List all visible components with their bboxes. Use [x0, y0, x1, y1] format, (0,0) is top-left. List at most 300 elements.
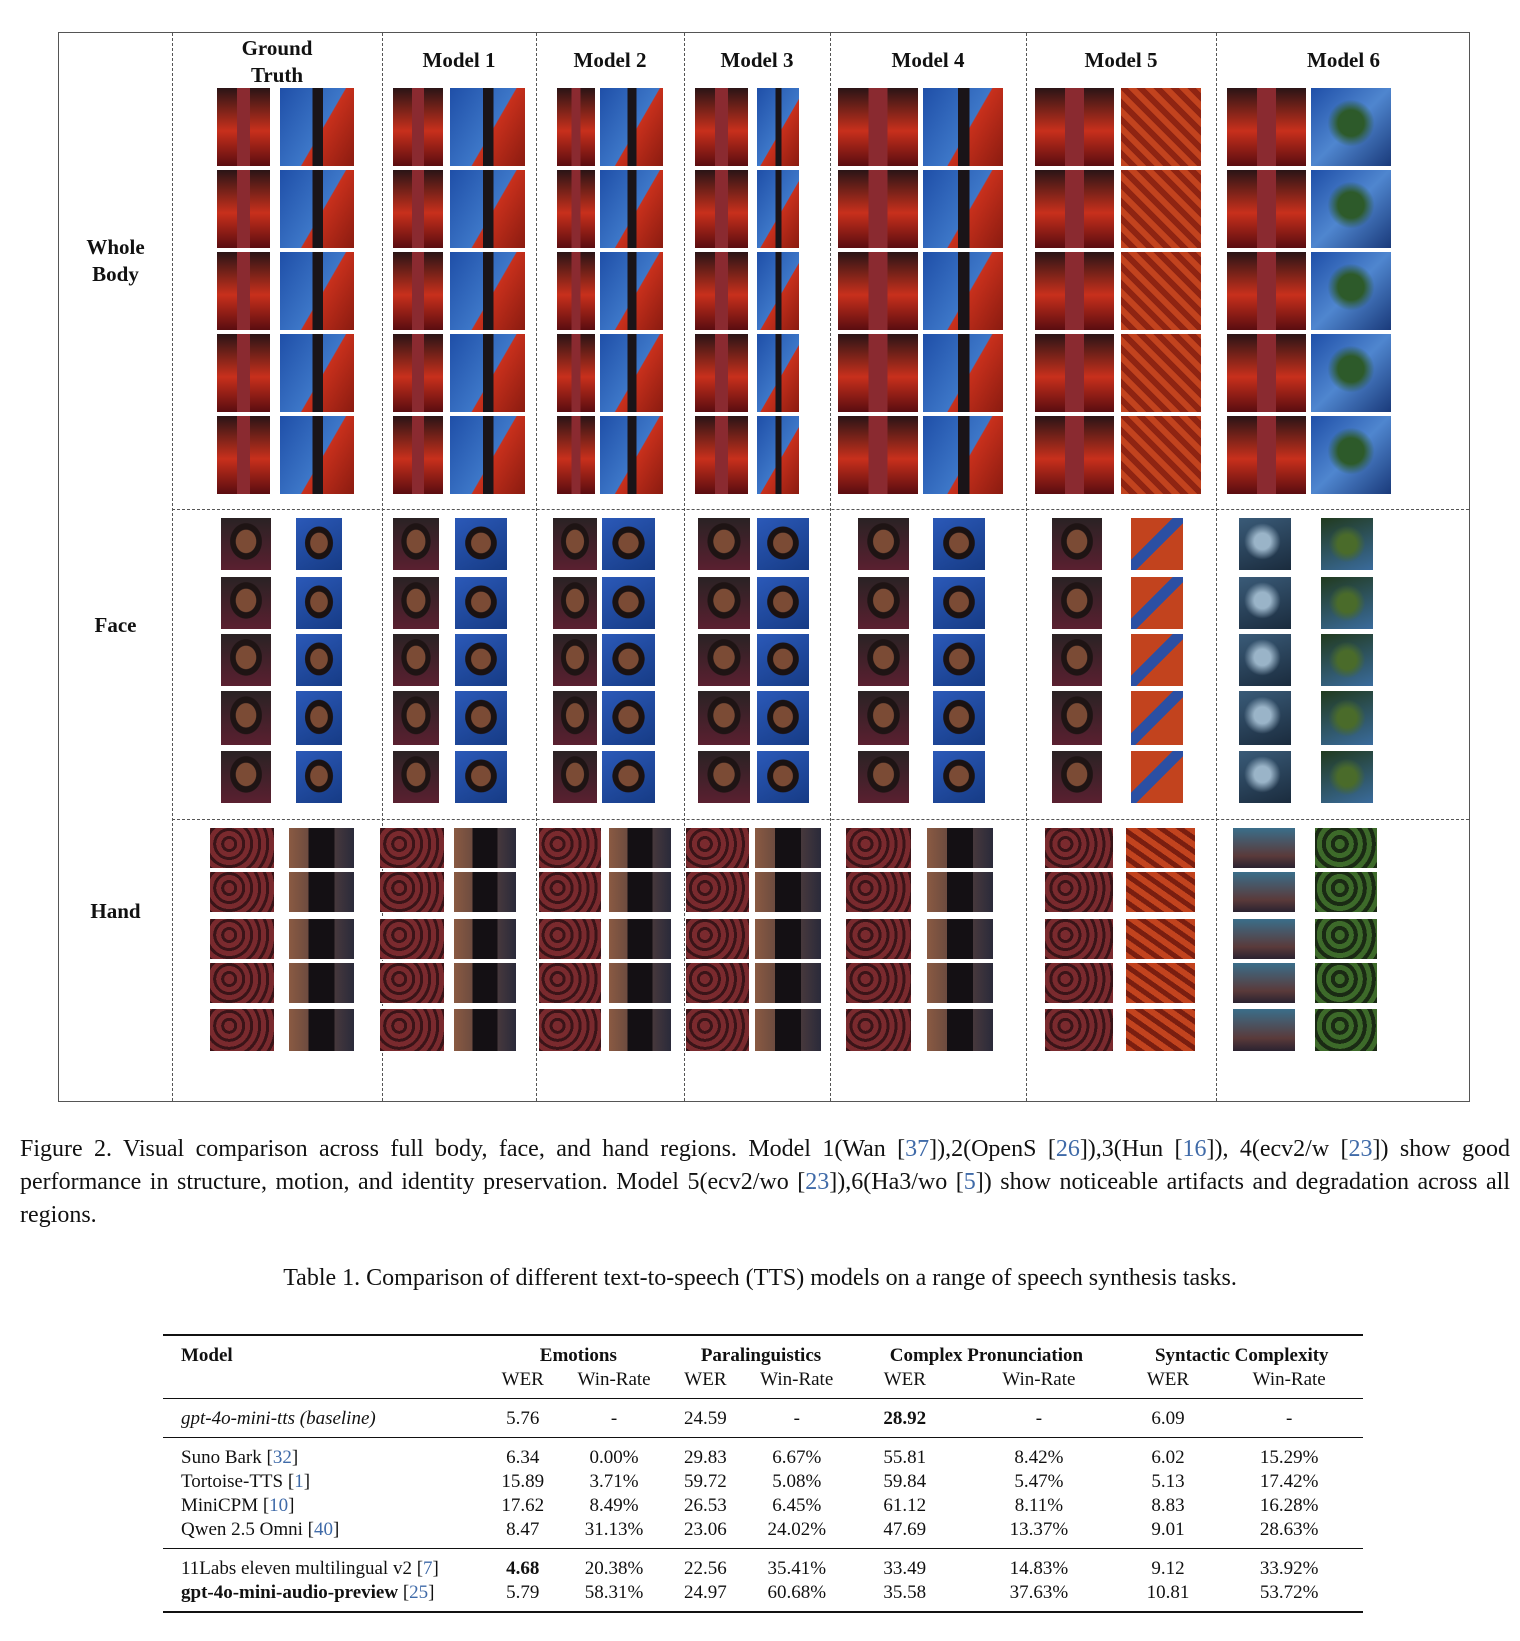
video-frame-thumbnail	[1314, 1008, 1378, 1052]
model-name: gpt-4o-mini-tts (baseline)	[181, 1408, 376, 1429]
table-row	[163, 1399, 1363, 1438]
video-frame-thumbnail	[1044, 962, 1114, 1004]
video-frame-thumbnail	[1120, 251, 1202, 331]
video-frame-thumbnail	[599, 87, 664, 167]
video-frame-thumbnail	[279, 169, 355, 249]
value-cell: 35.41%	[741, 1549, 852, 1582]
video-frame-thumbnail	[216, 169, 271, 249]
video-frame-thumbnail	[857, 633, 910, 687]
video-frame-thumbnail	[392, 633, 440, 687]
video-frame-thumbnail	[922, 169, 1004, 249]
video-frame-thumbnail	[756, 690, 810, 746]
value-cell: 59.72	[684, 1471, 727, 1492]
video-frame-thumbnail	[392, 750, 440, 804]
video-frame-thumbnail	[599, 169, 664, 249]
video-frame-thumbnail	[1130, 517, 1184, 571]
video-frame-thumbnail	[216, 87, 271, 167]
video-frame-thumbnail	[608, 827, 672, 869]
value-cell: -	[957, 1399, 1120, 1438]
group-header: Paralinguistics	[670, 1335, 853, 1368]
row-header-line: Body	[92, 262, 139, 286]
video-frame-thumbnail	[279, 333, 355, 413]
value-cell: 55.81	[852, 1438, 957, 1471]
video-frame-thumbnail	[209, 871, 275, 913]
metric-header: Win-Rate	[577, 1369, 651, 1390]
video-frame-thumbnail	[1226, 333, 1307, 413]
column-header-line: Model 3	[720, 48, 794, 72]
video-frame-thumbnail	[1310, 169, 1392, 249]
value-cell: 59.84	[883, 1471, 927, 1492]
video-frame-thumbnail	[926, 962, 994, 1004]
video-frame-thumbnail	[837, 87, 919, 167]
video-frame-thumbnail	[601, 576, 656, 630]
video-frame-thumbnail	[392, 333, 444, 413]
video-frame-thumbnail	[1238, 576, 1292, 630]
video-frame-thumbnail	[754, 871, 822, 913]
metric-header: Win-Rate	[1002, 1369, 1076, 1390]
video-frame-thumbnail	[552, 750, 598, 804]
video-frame-thumbnail	[379, 918, 445, 960]
column-header-line: Model 4	[891, 48, 965, 72]
video-frame-thumbnail	[552, 690, 598, 746]
video-frame-thumbnail	[216, 415, 271, 495]
video-frame-thumbnail	[601, 517, 656, 571]
value-cell: 15.29%	[1215, 1438, 1363, 1471]
citation-link[interactable]: 23	[805, 1169, 830, 1195]
value-cell: 6.67%	[741, 1438, 852, 1471]
video-frame-thumbnail	[685, 918, 750, 960]
video-frame-thumbnail	[453, 962, 517, 1004]
value-cell: 8.11%	[1014, 1495, 1064, 1516]
video-frame-thumbnail	[1226, 415, 1307, 495]
value-cell: 20.38%	[559, 1549, 670, 1582]
value-cell: 6.09	[1121, 1399, 1216, 1438]
video-frame-thumbnail	[1120, 87, 1202, 167]
video-frame-thumbnail	[1125, 827, 1196, 869]
video-frame-thumbnail	[288, 871, 355, 913]
column-header-line: Truth	[250, 63, 304, 87]
video-frame-thumbnail	[1314, 827, 1378, 869]
video-frame-thumbnail	[1238, 633, 1292, 687]
value-cell: 31.13%	[584, 1519, 644, 1540]
value-cell: 8.49%	[589, 1495, 639, 1516]
video-frame-thumbnail	[685, 962, 750, 1004]
value-cell: 33.49	[852, 1549, 957, 1582]
value-cell: 9.01	[1151, 1519, 1185, 1540]
citation-link[interactable]: 7	[423, 1558, 433, 1579]
video-frame-thumbnail	[1320, 517, 1374, 571]
video-frame-thumbnail	[599, 333, 664, 413]
model-name: 11Labs eleven multilingual v2	[181, 1558, 417, 1579]
metric-header: WER	[1146, 1369, 1190, 1390]
video-frame-thumbnail	[295, 517, 343, 571]
video-frame-thumbnail	[697, 576, 751, 630]
video-frame-thumbnail	[1314, 918, 1378, 960]
video-frame-thumbnail	[837, 169, 919, 249]
value-cell: 22.56	[670, 1549, 742, 1582]
video-frame-thumbnail	[694, 169, 749, 249]
group-header: Syntactic Complexity	[1121, 1335, 1363, 1368]
value-cell: 61.12	[883, 1495, 927, 1516]
value-cell: 15.89	[501, 1471, 545, 1492]
value-cell: -	[559, 1399, 670, 1438]
video-frame-thumbnail	[1310, 87, 1392, 167]
video-frame-thumbnail	[216, 251, 271, 331]
column-header-line: Model 2	[573, 48, 647, 72]
video-frame-thumbnail	[601, 690, 656, 746]
video-frame-thumbnail	[1314, 962, 1378, 1004]
video-frame-thumbnail	[697, 633, 751, 687]
video-frame-thumbnail	[1226, 169, 1307, 249]
video-frame-thumbnail	[288, 827, 355, 869]
video-frame-thumbnail	[538, 827, 602, 869]
video-frame-thumbnail	[220, 576, 272, 630]
video-frame-thumbnail	[449, 415, 526, 495]
figure-caption	[20, 1133, 1510, 1232]
citation-link[interactable]: 40	[313, 1519, 333, 1540]
model-name-cell	[163, 1399, 487, 1438]
video-frame-thumbnail	[1034, 87, 1115, 167]
video-frame-thumbnail	[1051, 576, 1103, 630]
video-frame-thumbnail	[1238, 517, 1292, 571]
video-frame-thumbnail	[756, 169, 800, 249]
video-frame-thumbnail	[601, 633, 656, 687]
video-frame-thumbnail	[449, 87, 526, 167]
video-frame-thumbnail	[922, 251, 1004, 331]
citation-link[interactable]: 23	[1348, 1136, 1373, 1162]
video-frame-thumbnail	[279, 415, 355, 495]
video-frame-thumbnail	[295, 633, 343, 687]
tts-comparison-table	[163, 1334, 1363, 1613]
table-row	[163, 1518, 1363, 1549]
video-frame-thumbnail	[1051, 750, 1103, 804]
metric-header: WER	[684, 1369, 727, 1390]
video-frame-thumbnail	[756, 415, 800, 495]
citation-link[interactable]: 32	[272, 1447, 292, 1468]
value-cell: 24.97	[670, 1581, 742, 1612]
video-frame-thumbnail	[1320, 690, 1374, 746]
video-frame-thumbnail	[1051, 517, 1103, 571]
video-frame-thumbnail	[922, 333, 1004, 413]
video-frame-thumbnail	[454, 576, 508, 630]
caption-text: ]) show good performance in structure, motion, and identity preservation. Model 5(ecv2/wo [	[20, 1136, 1510, 1195]
video-frame-thumbnail	[922, 87, 1004, 167]
video-frame-thumbnail	[1120, 415, 1202, 495]
value-cell: -	[741, 1399, 852, 1438]
value-cell: 4.68	[487, 1549, 559, 1582]
video-frame-thumbnail	[932, 517, 986, 571]
video-frame-thumbnail	[449, 333, 526, 413]
citation-link[interactable]: 10	[269, 1495, 289, 1516]
video-frame-thumbnail	[1238, 750, 1292, 804]
video-frame-thumbnail	[538, 871, 602, 913]
video-frame-thumbnail	[608, 871, 672, 913]
video-frame-thumbnail	[392, 251, 444, 331]
video-frame-thumbnail	[932, 750, 986, 804]
video-frame-thumbnail	[685, 1008, 750, 1052]
video-frame-thumbnail	[756, 87, 800, 167]
row-header	[59, 234, 172, 288]
video-frame-thumbnail	[926, 827, 994, 869]
citation-link[interactable]: 1	[294, 1471, 304, 1492]
video-frame-thumbnail	[754, 962, 822, 1004]
value-cell: 29.83	[670, 1438, 742, 1471]
video-frame-thumbnail	[1130, 576, 1184, 630]
value-cell: 17.62	[501, 1495, 545, 1516]
citation-link[interactable]: 37	[905, 1136, 930, 1162]
value-cell: 8.47	[506, 1519, 540, 1540]
video-frame-thumbnail	[295, 690, 343, 746]
video-frame-thumbnail	[379, 827, 445, 869]
video-frame-thumbnail	[756, 517, 810, 571]
value-cell: 28.92	[852, 1399, 957, 1438]
value-cell: 17.42%	[1259, 1471, 1319, 1492]
video-frame-thumbnail	[1314, 871, 1378, 913]
video-frame-thumbnail	[1125, 962, 1196, 1004]
video-frame-thumbnail	[220, 517, 272, 571]
video-frame-thumbnail	[1125, 918, 1196, 960]
video-frame-thumbnail	[209, 962, 275, 1004]
model-column-spacer	[163, 1368, 487, 1399]
table-row	[163, 1438, 1363, 1471]
video-frame-thumbnail	[932, 633, 986, 687]
video-frame-thumbnail	[449, 251, 526, 331]
column-header	[684, 47, 830, 74]
value-cell: 13.37%	[1009, 1519, 1069, 1540]
video-frame-thumbnail	[288, 918, 355, 960]
video-frame-thumbnail	[295, 750, 343, 804]
video-frame-thumbnail	[392, 690, 440, 746]
video-frame-thumbnail	[220, 690, 272, 746]
video-frame-thumbnail	[552, 576, 598, 630]
video-frame-thumbnail	[756, 251, 800, 331]
column-header-line: Ground	[241, 36, 313, 60]
model-column-header: Model	[163, 1335, 487, 1368]
video-frame-thumbnail	[1310, 251, 1392, 331]
column-divider	[172, 33, 173, 1101]
video-frame-thumbnail	[694, 251, 749, 331]
video-frame-thumbnail	[392, 517, 440, 571]
column-header	[830, 47, 1026, 74]
video-frame-thumbnail	[932, 576, 986, 630]
video-frame-thumbnail	[220, 633, 272, 687]
model-name-cell	[163, 1470, 487, 1494]
video-frame-thumbnail	[1130, 633, 1184, 687]
video-frame-thumbnail	[279, 251, 355, 331]
video-frame-thumbnail	[1320, 576, 1374, 630]
value-cell: 47.69	[883, 1519, 927, 1540]
video-frame-thumbnail	[926, 918, 994, 960]
citation: [25]	[402, 1582, 435, 1603]
video-frame-thumbnail	[288, 962, 355, 1004]
caption-text: ]) show noticeable artifacts and degradation across all regions.	[20, 1169, 1511, 1228]
video-frame-thumbnail	[1051, 690, 1103, 746]
column-header	[536, 47, 684, 74]
citation: [10]	[262, 1495, 295, 1516]
video-frame-thumbnail	[392, 169, 444, 249]
value-cell: 5.76	[487, 1399, 559, 1438]
video-frame-thumbnail	[845, 1008, 912, 1052]
row-header	[59, 898, 172, 925]
value-cell: 6.02	[1121, 1438, 1216, 1471]
column-header	[382, 47, 536, 74]
citation-link[interactable]: 26	[1055, 1136, 1080, 1162]
value-cell: 6.45%	[772, 1495, 822, 1516]
video-frame-thumbnail	[453, 827, 517, 869]
row-header-line: Face	[94, 612, 137, 637]
video-frame-thumbnail	[926, 1008, 994, 1052]
value-cell: 23.06	[684, 1519, 727, 1540]
row-divider	[172, 819, 1469, 820]
value-cell: 37.63%	[957, 1581, 1120, 1612]
video-frame-thumbnail	[538, 1008, 602, 1052]
video-frame-thumbnail	[1125, 871, 1196, 913]
value-cell: 9.12	[1121, 1549, 1216, 1582]
video-frame-thumbnail	[392, 415, 444, 495]
video-frame-thumbnail	[1310, 333, 1392, 413]
video-frame-thumbnail	[552, 633, 598, 687]
value-cell: 0.00%	[559, 1438, 670, 1471]
caption-text: Figure 2. Visual comparison across full body, face, and hand regions. Model 1(Wan [	[20, 1136, 906, 1162]
video-frame-thumbnail	[857, 517, 910, 571]
metric-header: WER	[501, 1369, 544, 1390]
value-cell: 26.53	[684, 1495, 727, 1516]
video-frame-thumbnail	[1125, 1008, 1196, 1052]
video-frame-thumbnail	[685, 827, 750, 869]
video-frame-thumbnail	[837, 251, 919, 331]
video-frame-thumbnail	[1044, 827, 1114, 869]
video-frame-thumbnail	[1232, 962, 1296, 1004]
metric-header: Win-Rate	[760, 1369, 834, 1390]
video-frame-thumbnail	[845, 962, 912, 1004]
video-frame-thumbnail	[454, 750, 508, 804]
video-frame-thumbnail	[288, 1008, 355, 1052]
row-header	[59, 612, 172, 639]
group-header: Emotions	[487, 1335, 670, 1368]
value-cell: 24.59	[670, 1399, 742, 1438]
video-frame-thumbnail	[379, 871, 445, 913]
citation-link[interactable]: 16	[1182, 1136, 1207, 1162]
video-frame-thumbnail	[845, 918, 912, 960]
table-row	[163, 1581, 1363, 1612]
video-frame-thumbnail	[453, 1008, 517, 1052]
model-name-cell	[163, 1494, 487, 1518]
video-frame-thumbnail	[837, 333, 919, 413]
value-cell: 3.71%	[589, 1471, 639, 1492]
video-frame-thumbnail	[601, 750, 656, 804]
video-frame-thumbnail	[295, 576, 343, 630]
video-frame-thumbnail	[556, 415, 596, 495]
video-frame-thumbnail	[857, 750, 910, 804]
citation: [7]	[416, 1558, 439, 1579]
video-frame-thumbnail	[756, 333, 800, 413]
video-frame-thumbnail	[1120, 169, 1202, 249]
model-name: gpt-4o-mini-audio-preview	[181, 1582, 403, 1603]
video-frame-thumbnail	[845, 871, 912, 913]
video-frame-thumbnail	[754, 918, 822, 960]
video-frame-thumbnail	[220, 750, 272, 804]
value-cell: 53.72%	[1215, 1581, 1363, 1612]
value-cell: 10.81	[1121, 1581, 1216, 1612]
video-frame-thumbnail	[608, 918, 672, 960]
table-title: Table 1. Comparison of different text-to-speech (TTS) models on a range of speech synthesis tasks.	[283, 1265, 1237, 1291]
column-divider	[1216, 33, 1217, 1101]
video-frame-thumbnail	[1232, 827, 1296, 869]
video-frame-thumbnail	[608, 1008, 672, 1052]
video-frame-thumbnail	[454, 517, 508, 571]
citation: [1]	[287, 1471, 311, 1492]
value-cell: 5.79	[487, 1581, 559, 1612]
value-cell: 33.92%	[1215, 1549, 1363, 1582]
video-frame-thumbnail	[1051, 633, 1103, 687]
video-frame-thumbnail	[1238, 690, 1292, 746]
value-cell: 24.02%	[767, 1519, 827, 1540]
video-frame-thumbnail	[1034, 333, 1115, 413]
column-divider	[830, 33, 831, 1101]
video-frame-thumbnail	[837, 415, 919, 495]
model-name-cell	[163, 1549, 487, 1582]
model-name: Tortoise-TTS	[181, 1471, 288, 1492]
video-frame-thumbnail	[756, 576, 810, 630]
caption-text: ]),3(Hun [	[1079, 1136, 1183, 1162]
video-frame-thumbnail	[754, 1008, 822, 1052]
video-frame-thumbnail	[1232, 1008, 1296, 1052]
video-frame-thumbnail	[857, 690, 910, 746]
video-frame-thumbnail	[1320, 633, 1374, 687]
video-frame-thumbnail	[697, 690, 751, 746]
video-frame-thumbnail	[538, 918, 602, 960]
video-frame-thumbnail	[1044, 918, 1114, 960]
video-frame-thumbnail	[392, 576, 440, 630]
video-frame-thumbnail	[556, 87, 596, 167]
video-frame-thumbnail	[209, 827, 275, 869]
caption-text: ]), 4(ecv2/w [	[1206, 1136, 1349, 1162]
video-frame-thumbnail	[608, 962, 672, 1004]
video-frame-thumbnail	[379, 1008, 445, 1052]
video-frame-thumbnail	[1130, 750, 1184, 804]
value-cell: 35.58	[852, 1581, 957, 1612]
video-frame-thumbnail	[697, 750, 751, 804]
video-frame-thumbnail	[556, 169, 596, 249]
video-frame-thumbnail	[1320, 750, 1374, 804]
video-frame-thumbnail	[556, 251, 596, 331]
video-frame-thumbnail	[697, 517, 751, 571]
column-header-line: Model 5	[1084, 48, 1158, 72]
row-divider	[172, 509, 1469, 510]
row-header-line: Hand	[90, 898, 141, 923]
table-row	[163, 1494, 1363, 1518]
column-divider	[536, 33, 537, 1101]
video-frame-thumbnail	[453, 871, 517, 913]
column-header	[1216, 47, 1471, 74]
video-frame-thumbnail	[1034, 169, 1115, 249]
value-cell: 6.34	[487, 1438, 559, 1471]
video-frame-thumbnail	[599, 251, 664, 331]
column-header	[172, 35, 382, 89]
video-frame-thumbnail	[216, 333, 271, 413]
citation-link[interactable]: 5	[963, 1169, 976, 1195]
model-name-cell	[163, 1518, 487, 1549]
video-frame-thumbnail	[1310, 415, 1392, 495]
video-frame-thumbnail	[556, 333, 596, 413]
value-cell: 16.28%	[1259, 1495, 1319, 1516]
comparison-figure	[58, 32, 1470, 1102]
citation-link[interactable]: 25	[409, 1582, 429, 1603]
video-frame-thumbnail	[552, 517, 598, 571]
value-cell: 28.63%	[1259, 1519, 1319, 1540]
video-frame-thumbnail	[694, 333, 749, 413]
video-frame-thumbnail	[1232, 871, 1296, 913]
